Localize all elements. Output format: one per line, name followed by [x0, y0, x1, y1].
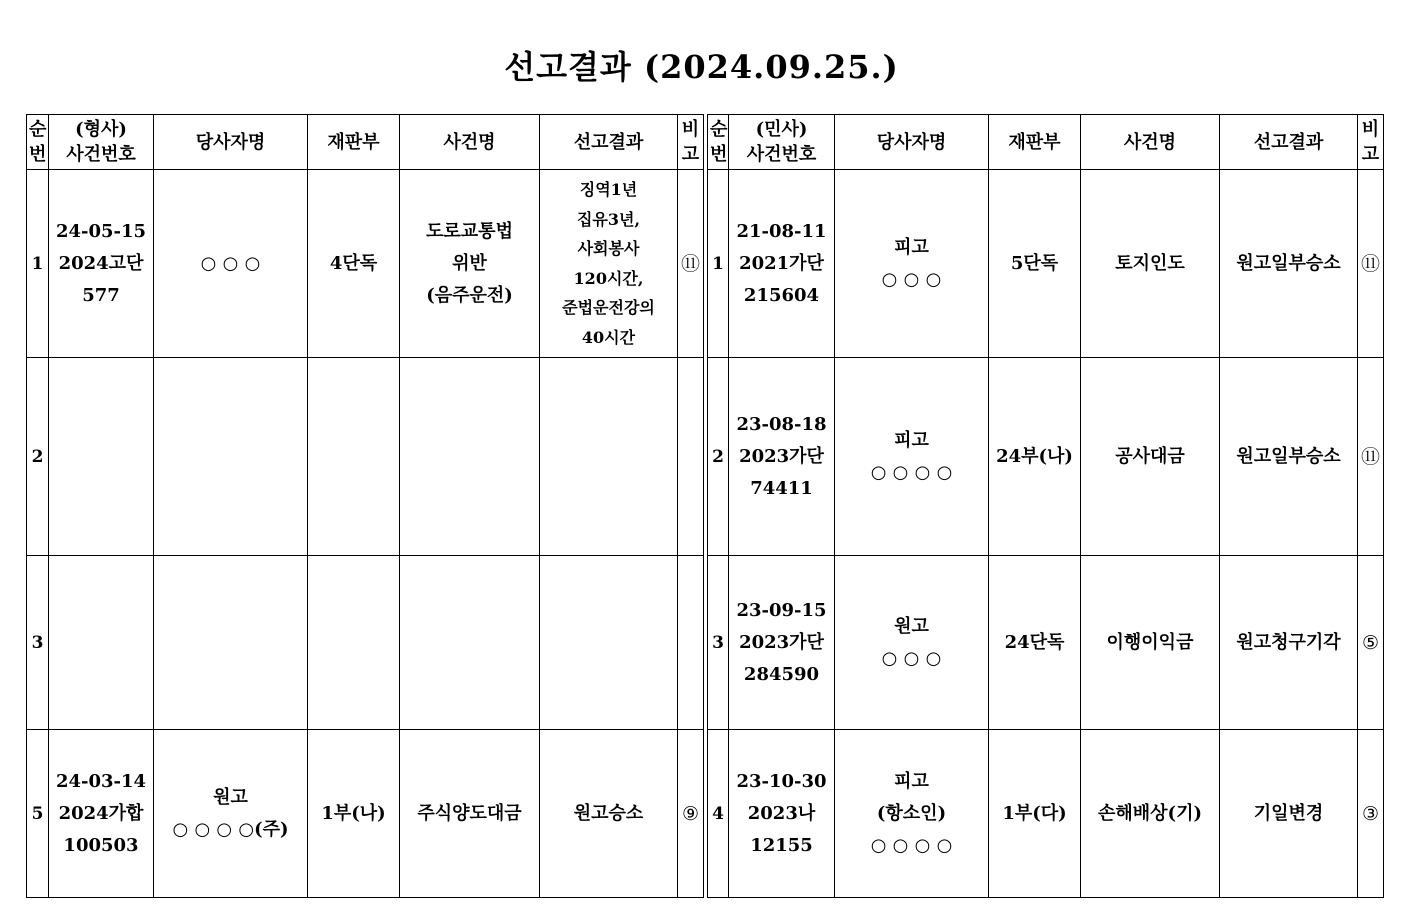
remarks-cell: ⑤ [1358, 556, 1384, 730]
cell-text-line: 피고 [894, 429, 929, 451]
party-name-cell [154, 556, 308, 730]
cell-text-line: 비 [681, 119, 700, 140]
court-division-cell [989, 556, 1081, 730]
column-header [49, 115, 154, 170]
cell-text-line: ○ ○ ○ ○(주) [172, 818, 289, 840]
case-number-cell [49, 358, 154, 556]
cell-text-line: 1부(나) [321, 802, 386, 824]
cell-text-line: 토지인도 [1115, 252, 1185, 274]
cell-text-line: 순 [29, 119, 47, 140]
table-row [708, 556, 1384, 730]
cell-text-line: 준법운전강의 [562, 298, 655, 317]
cell-text-line: 사건명 [1123, 131, 1177, 153]
case-title-cell [1081, 170, 1220, 358]
column-header [708, 115, 729, 170]
verdict-result-cell [1220, 556, 1358, 730]
column-header [308, 115, 400, 170]
party-name-cell [835, 358, 989, 556]
case-title-cell [400, 556, 540, 730]
cell-text-line: ○ ○ ○ ○ [870, 461, 953, 483]
cell-text-line: 사건번호 [746, 144, 817, 165]
cell-text-line: 215604 [743, 284, 820, 306]
table-row [708, 358, 1384, 556]
cell-text-line: 사회봉사 [577, 239, 640, 258]
column-header [400, 115, 540, 170]
case-title-cell [400, 170, 540, 358]
cell-text-line: 4단독 [329, 252, 378, 274]
cell-text-line: 2023가단 [739, 445, 824, 467]
cell-text-line: 징역1년 [579, 180, 638, 199]
court-division-cell [989, 170, 1081, 358]
row-number-cell: 2 [27, 358, 49, 556]
cell-text-line: 재판부 [327, 131, 380, 153]
cell-text-line: 120시간, [573, 268, 644, 288]
case-number-cell [729, 358, 835, 556]
cell-text-line: 도로교통법 [426, 220, 513, 242]
verdict-result-cell [1220, 730, 1358, 898]
cell-text-line: 23-08-18 [736, 413, 827, 435]
cell-text-line: 40시간 [581, 327, 636, 347]
cell-text-line: 번 [29, 144, 47, 165]
court-division-cell [308, 170, 400, 358]
row-number-cell: 1 [27, 170, 49, 358]
court-division-cell [989, 358, 1081, 556]
remarks-cell: ⑪ [678, 170, 704, 358]
column-header [154, 115, 308, 170]
row-number-cell: 3 [708, 556, 729, 730]
cell-text-line: 기일변경 [1253, 802, 1324, 824]
cell-text-line: 선고결과 [573, 131, 644, 153]
party-name-cell [835, 170, 989, 358]
case-number-cell [49, 556, 154, 730]
case-number-cell [49, 730, 154, 898]
cell-text-line: 74411 [750, 477, 813, 499]
cell-text-line: (형사) [75, 119, 127, 140]
cell-text-line: 24부(나) [996, 445, 1073, 467]
party-name-cell [835, 556, 989, 730]
remarks-cell: ③ [1358, 730, 1384, 898]
party-name-cell [154, 358, 308, 556]
cell-text-line: 2023나 [747, 802, 816, 824]
cell-text-line: 2023가단 [739, 631, 824, 653]
court-division-cell [989, 730, 1081, 898]
cell-text-line: 집유3년, [576, 209, 641, 229]
remarks-cell [678, 556, 704, 730]
verdict-result-cell [1220, 358, 1358, 556]
cell-text-line: 피고 [894, 770, 929, 792]
party-name-cell [835, 730, 989, 898]
row-number-cell: 5 [27, 730, 49, 898]
cell-text-line: (음주운전) [426, 284, 513, 306]
column-header [1358, 115, 1384, 170]
cell-text-line: 사건명 [443, 131, 496, 153]
court-division-cell [308, 556, 400, 730]
court-division-cell [308, 358, 400, 556]
remarks-cell: ⑪ [1358, 358, 1384, 556]
header-row [27, 115, 704, 170]
cell-text-line: ○ ○ ○ [200, 252, 261, 274]
cell-text-line: 번 [710, 144, 728, 165]
cell-text-line: 21-08-11 [736, 220, 827, 242]
verdict-result-cell [540, 170, 678, 358]
cell-text-line: 선고결과 [1253, 131, 1324, 153]
case-title-cell [400, 730, 540, 898]
cell-text-line: 원고 [894, 615, 929, 637]
verdict-result-cell [540, 358, 678, 556]
party-name-cell [154, 170, 308, 358]
case-title-cell [1081, 730, 1220, 898]
cell-text-line: 고 [681, 144, 700, 165]
table-row [27, 730, 704, 898]
cell-text-line: ○ ○ ○ ○ [870, 834, 953, 856]
column-header [835, 115, 989, 170]
remarks-cell [678, 358, 704, 556]
court-division-cell [308, 730, 400, 898]
verdict-result-cell [1220, 170, 1358, 358]
cell-text-line: 피고 [894, 236, 929, 258]
remarks-cell: ⑨ [678, 730, 704, 898]
cell-text-line: 원고청구기각 [1236, 631, 1341, 653]
column-header [1220, 115, 1358, 170]
table-row [708, 730, 1384, 898]
case-number-cell [49, 170, 154, 358]
cell-text-line: 24단독 [1004, 631, 1065, 653]
cell-text-line: 원고 [213, 786, 248, 808]
row-number-cell: 4 [708, 730, 729, 898]
party-name-cell [154, 730, 308, 898]
page-title: 선고결과 (2024.09.25.) [504, 48, 899, 86]
column-header [1081, 115, 1220, 170]
row-number-cell: 1 [708, 170, 729, 358]
column-header [678, 115, 704, 170]
cell-text-line: 사건번호 [66, 144, 136, 165]
column-header [989, 115, 1081, 170]
cell-text-line: 100503 [63, 834, 139, 856]
table-row [27, 170, 704, 358]
cell-text-line: 비 [1361, 119, 1380, 140]
cell-text-line: 2021가단 [739, 252, 824, 274]
cell-text-line: 고 [1361, 144, 1380, 165]
cell-text-line: 2024고단 [58, 252, 144, 274]
cell-text-line: 5단독 [1010, 252, 1059, 274]
cell-text-line: 284590 [743, 663, 820, 685]
cell-text-line: ○ ○ ○ [881, 268, 942, 290]
cell-text-line: ○ ○ ○ [881, 647, 942, 669]
cell-text-line: (항소인) [876, 802, 947, 824]
cell-text-line: 순 [710, 119, 728, 140]
cell-text-line: 24-03-14 [55, 770, 147, 792]
cell-text-line: (민사) [755, 119, 808, 140]
column-header [729, 115, 835, 170]
row-number-cell: 2 [708, 358, 729, 556]
cell-text-line: 23-09-15 [736, 599, 827, 621]
cell-text-line: 577 [82, 284, 120, 306]
cell-text-line: 원고일부승소 [1236, 252, 1341, 274]
cell-text-line: 24-05-15 [55, 220, 147, 242]
cell-text-line: 12155 [750, 834, 813, 856]
cell-text-line: 원고승소 [573, 802, 644, 824]
verdict-result-cell [540, 730, 678, 898]
table-row [27, 556, 704, 730]
table-row [708, 170, 1384, 358]
case-number-cell [729, 556, 835, 730]
cell-text-line: 2024가합 [58, 802, 144, 824]
cell-text-line: 1부(다) [1002, 802, 1067, 824]
cell-text-line: 23-10-30 [736, 770, 827, 792]
cell-text-line: 이행이익금 [1106, 631, 1194, 653]
cell-text-line: 공사대금 [1115, 445, 1185, 467]
column-header [27, 115, 49, 170]
case-number-cell [729, 170, 835, 358]
header-row [708, 115, 1384, 170]
cell-text-line: 재판부 [1008, 131, 1061, 153]
column-header [540, 115, 678, 170]
case-title-cell [400, 358, 540, 556]
case-title-cell [1081, 358, 1220, 556]
cell-text-line: 당사자명 [876, 131, 947, 153]
civil-results-table [707, 114, 1384, 898]
cell-text-line: 당사자명 [195, 131, 266, 153]
cell-text-line: 손해배상(기) [1098, 802, 1202, 824]
row-number-cell: 3 [27, 556, 49, 730]
remarks-cell: ⑪ [1358, 170, 1384, 358]
criminal-results-table [26, 114, 704, 898]
case-title-cell [1081, 556, 1220, 730]
verdict-result-cell [540, 556, 678, 730]
table-row [27, 358, 704, 556]
case-number-cell [729, 730, 835, 898]
cell-text-line: 주식양도대금 [417, 802, 522, 824]
cell-text-line: 위반 [452, 252, 487, 274]
cell-text-line: 원고일부승소 [1236, 445, 1341, 467]
